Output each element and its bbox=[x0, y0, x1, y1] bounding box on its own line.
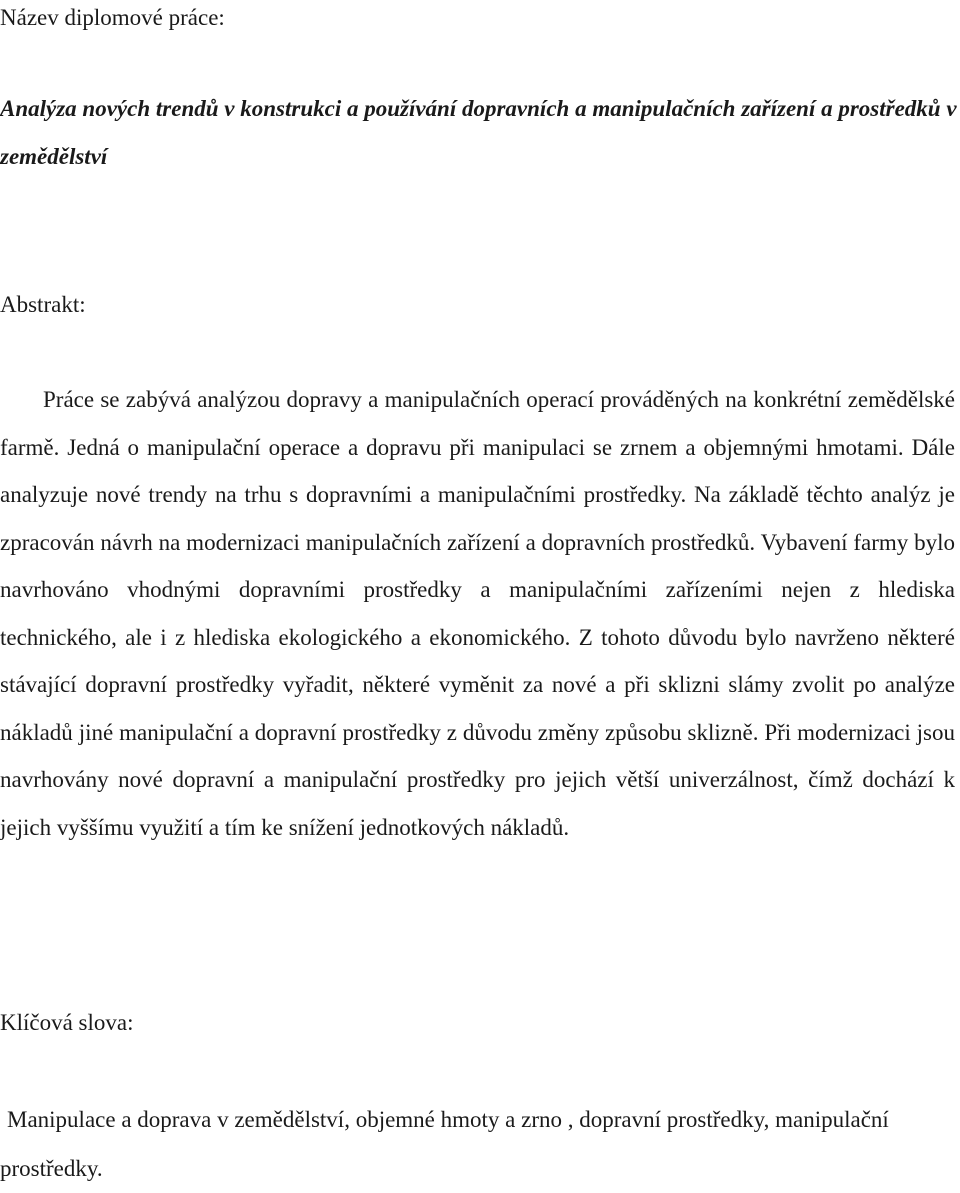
keywords-label: Klíčová slova: bbox=[0, 1010, 134, 1035]
thesis-title-label: Název diplomové práce: bbox=[0, 5, 225, 30]
abstract-label: Abstrakt: bbox=[0, 292, 86, 317]
keywords-text: Manipulace a doprava v zemědělství, objemné hmoty a zrno , dopravní prostředky, manipulační prostředky. bbox=[0, 1107, 889, 1181]
abstract-text: Práce se zabývá analýzou dopravy a manipulačních operací prováděných na konkrétní zemědělské farmě. Jedná o manipulační operace a dopravu při manipulaci se zrnem a objemnými hmotami. Dále analyzuje nové trendy na trhu s dopravními a manipulačními prostředky. Na základě těchto analýz je zpracován návrh na modernizaci manipulačních zařízení a dopravních prostředků. Vybavení farmy bylo navrhováno vhodnými dopravními prostředky a manipulačními zařízeními nejen z hlediska technického, ale i z hlediska ekologického a ekonomického. Z tohoto důvodu bylo navrženo některé stávající dopravní prostředky vyřadit, některé vyměnit za nové a při sklizni slámy zvolit po analýze nákladů jiné manipulační a dopravní prostředky z důvodu změny způsobu sklizně. Při modernizaci jsou navrhovány nové dopravní a manipulační prostředky pro jejich větší univerzálnost, čímž dochází k jejich vyššímu využití a tím ke snížení jednotkových nákladů. bbox=[0, 387, 955, 840]
thesis-title: Analýza nových trendů v konstrukci a používání dopravních a manipulačních zařízení a prostředků v zemědělství bbox=[0, 96, 957, 169]
